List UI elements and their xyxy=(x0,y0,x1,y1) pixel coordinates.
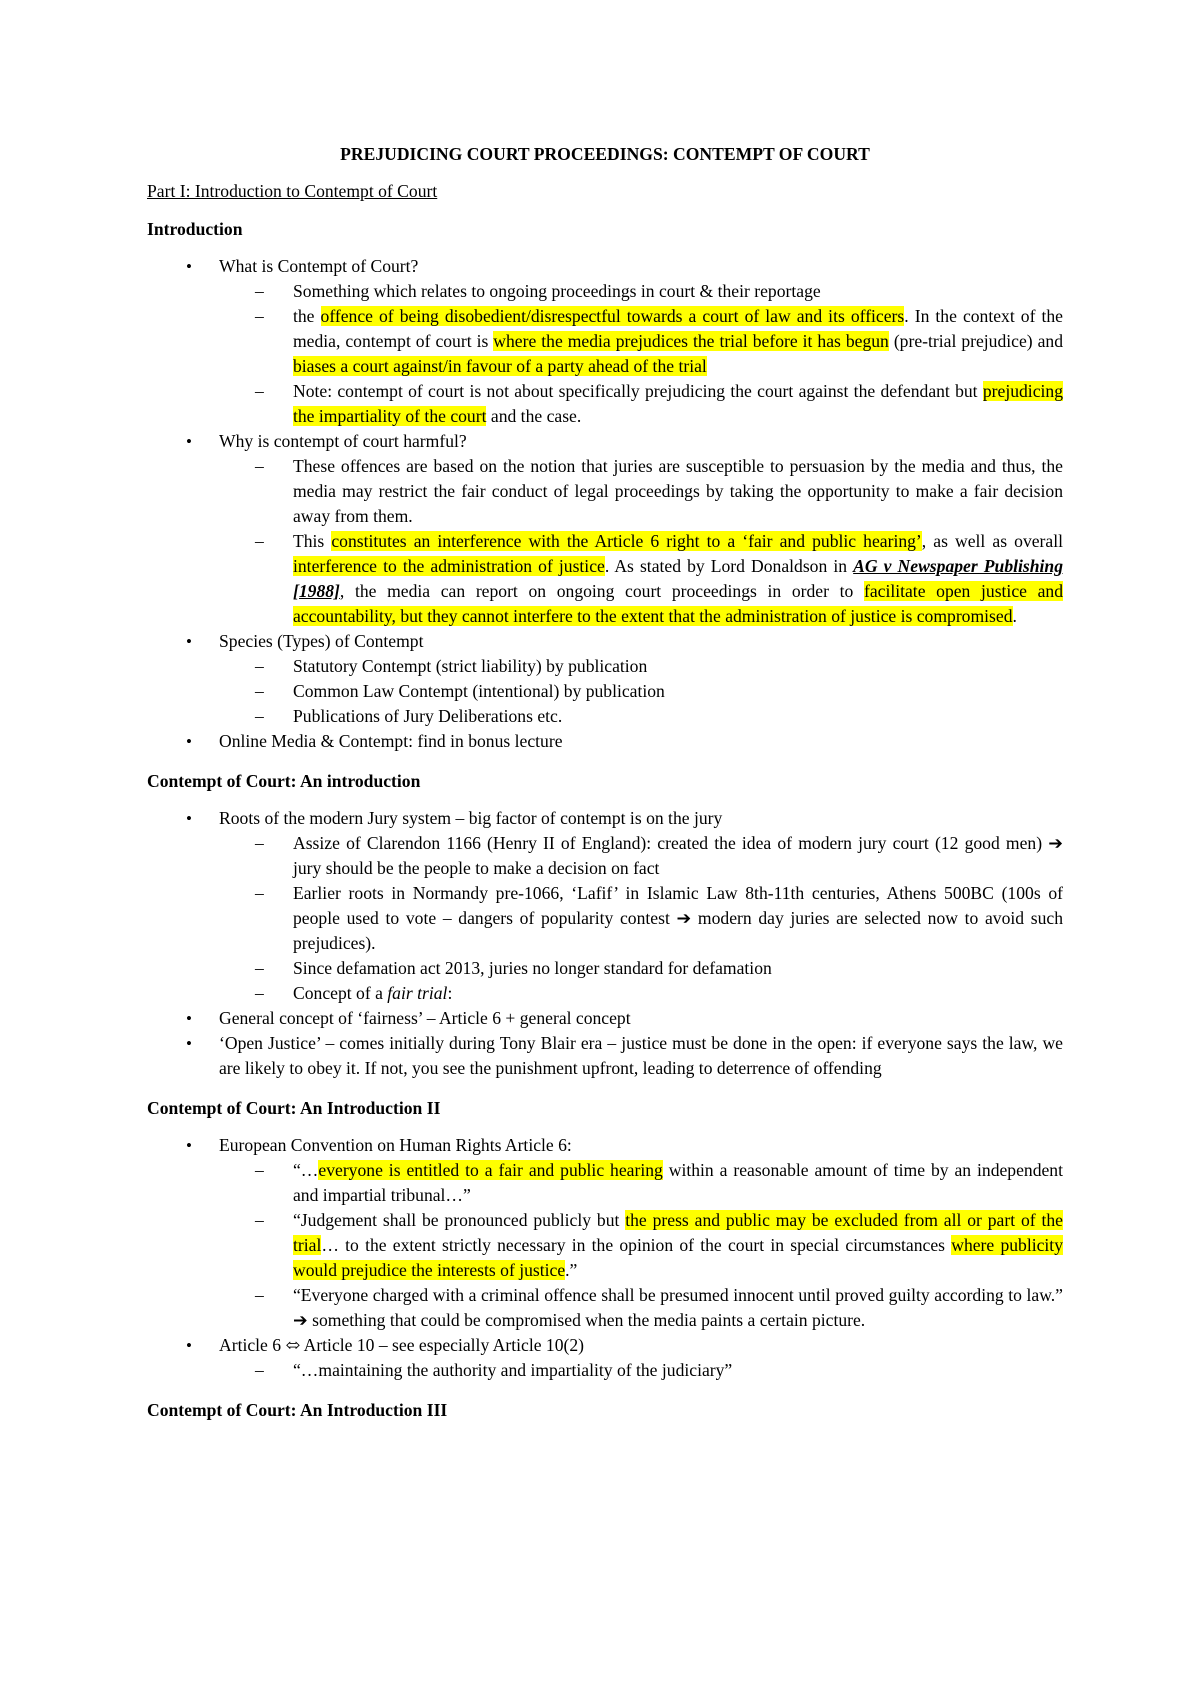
list-item xyxy=(147,429,1063,629)
list-item-text: European Convention on Human Rights Article 6: xyxy=(219,1135,572,1155)
sub-list-item xyxy=(147,379,1063,429)
sub-item-text: “…maintaining the authority and impartiality of the judiciary” xyxy=(293,1360,733,1380)
sub-list-item xyxy=(147,881,1063,956)
list-item xyxy=(147,1031,1063,1081)
sub-item-text: Statutory Contempt (strict liability) by publication xyxy=(293,656,648,676)
list-item-text: Roots of the modern Jury system – big factor of contempt is on the jury xyxy=(219,808,723,828)
highlighted-text: where the media prejudices the trial before it has begun xyxy=(493,331,889,351)
highlighted-text: offence of being disobedient/disrespectful towards a court of law and its officers xyxy=(320,306,905,326)
highlighted-text: prejudicing the impartiality of the court xyxy=(293,381,1063,426)
case-citation: AG v Newspaper Publishing [1988] xyxy=(293,556,1063,601)
list-item-text: ‘Open Justice’ – comes initially during Tony Blair era – justice must be done in the open: if everyone says the law, we are likely to obey it. If not, you see the punishment upfront, leading to deterrence of offending xyxy=(219,1033,1063,1078)
sub-list xyxy=(147,454,1063,629)
section-heading: Contempt of Court: An introduction xyxy=(147,771,421,791)
text-run: .” xyxy=(565,1260,578,1280)
text-run: . xyxy=(1012,606,1017,626)
sub-list xyxy=(147,1158,1063,1333)
highlighted-text: biases a court against/in favour of a party ahead of the trial xyxy=(293,356,707,376)
list-item xyxy=(147,254,1063,429)
text-run: the xyxy=(293,306,321,326)
document-title: PREJUDICING COURT PROCEEDINGS: CONTEMPT OF COURT xyxy=(340,144,870,164)
sub-list-item xyxy=(147,956,1063,981)
highlighted-text: interference to the administration of justice xyxy=(293,556,605,576)
list-item xyxy=(147,806,1063,1006)
list-item xyxy=(147,1133,1063,1333)
sub-list-item xyxy=(147,679,1063,704)
sub-list-item xyxy=(147,1208,1063,1283)
bullet-list xyxy=(147,1133,1063,1383)
text-run: . As stated by Lord Donaldson in xyxy=(604,556,854,576)
text-run: (pre-trial prejudice) and xyxy=(888,331,1064,351)
sub-list-item xyxy=(147,704,1063,729)
list-item xyxy=(147,1333,1063,1383)
text-run: Note: contempt of court is not about specifically prejudicing the court against the defendant but xyxy=(293,381,983,401)
list-item-text: What is Contempt of Court? xyxy=(219,256,419,276)
sub-item-text: “Everyone charged with a criminal offence shall be presumed innocent until proved guilty according to law.” ➔ something that could be compromised when the media paints a certain picture. xyxy=(293,1285,1063,1330)
highlighted-text: constitutes an interference with the Article 6 right to a ‘fair and public hearing’ xyxy=(331,531,922,551)
sub-item-text: Assize of Clarendon 1166 (Henry II of England): created the idea of modern jury court (12 good men) ➔ jury should be the people to make a decision on fact xyxy=(293,833,1063,878)
list-item-text: Online Media & Contempt: find in bonus lecture xyxy=(219,731,563,751)
highlighted-text: everyone is entitled to a fair and public hearing xyxy=(318,1160,663,1180)
text-run: : xyxy=(447,983,453,1003)
text-run: within a reasonable amount of time by an independent and impartial tribunal…” xyxy=(293,1160,1063,1205)
sub-item-text: Earlier roots in Normandy pre-1066, ‘Lafif’ in Islamic Law 8th-11th centuries, Athens 500BC (100s of people used to vote – dangers of popularity contest ➔ modern day juries are selected now to avoid such prejudices). xyxy=(293,883,1063,953)
sub-list-item xyxy=(147,1358,1063,1383)
section-heading: Contempt of Court: An Introduction II xyxy=(147,1098,441,1118)
sub-list-item xyxy=(147,981,1063,1006)
sub-item-text: These offences are based on the notion that juries are susceptible to persuasion by the media and thus, the media may restrict the fair conduct of legal proceedings by taking the opportunity to make a fair decision away from them. xyxy=(293,456,1063,526)
list-item xyxy=(147,629,1063,729)
section-introduction xyxy=(147,217,1063,754)
sub-list xyxy=(147,654,1063,729)
text-run: and the case. xyxy=(486,406,582,426)
sub-item-text: Something which relates to ongoing proceedings in court & their reportage xyxy=(293,281,821,301)
list-item-text: Species (Types) of Contempt xyxy=(219,631,424,651)
section-heading: Contempt of Court: An Introduction III xyxy=(147,1400,448,1420)
italic-text: fair trial xyxy=(387,983,448,1003)
highlighted-text: facilitate open justice and accountability, but they cannot interfere to the extent that the administration of justice is compromised xyxy=(293,581,1063,626)
sub-list-item xyxy=(147,304,1063,379)
list-item-text: Article 6 ⬄ Article 10 – see especially Article 10(2) xyxy=(219,1335,585,1355)
sub-item-text: Since defamation act 2013, juries no longer standard for defamation xyxy=(293,958,772,978)
sub-list-item xyxy=(147,654,1063,679)
section-contempt-introduction-ii xyxy=(147,1096,1063,1383)
sub-list xyxy=(147,1358,1063,1383)
sub-item-text: Publications of Jury Deliberations etc. xyxy=(293,706,563,726)
section-contempt-introduction xyxy=(147,769,1063,1081)
highlighted-text: where publicity would prejudice the interests of justice xyxy=(293,1235,1063,1280)
list-item-text: Why is contempt of court harmful? xyxy=(219,431,467,451)
part-heading: Part I: Introduction to Contempt of Court xyxy=(147,181,438,201)
sub-list-item xyxy=(147,1158,1063,1208)
section-contempt-introduction-iii xyxy=(147,1398,1063,1423)
text-run: “Judgement shall be pronounced publicly but xyxy=(293,1210,626,1230)
sub-list-item xyxy=(147,529,1063,629)
sub-list-item xyxy=(147,279,1063,304)
sub-list xyxy=(147,279,1063,429)
sub-list-item xyxy=(147,454,1063,529)
text-run: … to the extent strictly necessary in the opinion of the court in special circumstances xyxy=(321,1235,952,1255)
sub-item-text: Common Law Contempt (intentional) by publication xyxy=(293,681,665,701)
text-run: Concept of a xyxy=(293,983,388,1003)
sub-list xyxy=(147,831,1063,1006)
text-run: This xyxy=(293,531,332,551)
sub-list-item xyxy=(147,1283,1063,1333)
sub-list-item xyxy=(147,831,1063,881)
list-item xyxy=(147,1006,1063,1031)
document-page xyxy=(147,142,1063,1438)
list-item xyxy=(147,729,1063,754)
section-heading: Introduction xyxy=(147,219,243,239)
highlighted-text: the press and public may be excluded from all or part of the trial xyxy=(293,1210,1063,1255)
text-run: , as well as overall xyxy=(921,531,1063,551)
text-run: , the media can report on ongoing court proceedings in order to xyxy=(339,581,864,601)
text-run: “… xyxy=(293,1160,319,1180)
bullet-list xyxy=(147,254,1063,754)
text-run: . In the context of the media, contempt of court is xyxy=(293,306,1063,351)
list-item-text: General concept of ‘fairness’ – Article 6 + general concept xyxy=(219,1008,631,1028)
bullet-list xyxy=(147,806,1063,1081)
